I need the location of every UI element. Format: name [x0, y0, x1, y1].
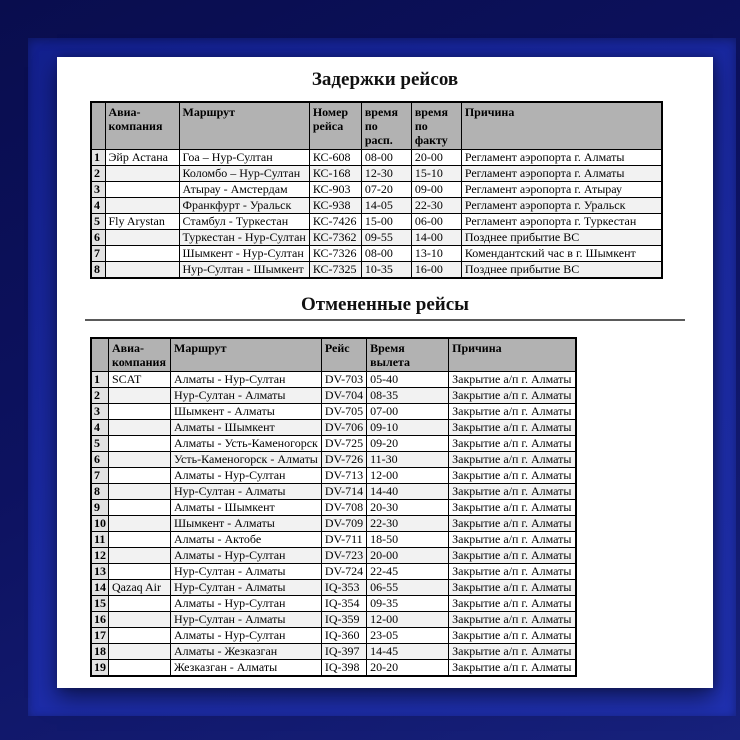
table-cell: 22-30 — [411, 198, 461, 214]
column-header: Рейс — [321, 338, 366, 372]
table-cell: DV-726 — [321, 452, 366, 468]
table-cell: DV-714 — [321, 484, 366, 500]
column-header — [91, 338, 109, 372]
table-cell: Регламент аэропорта г. Атырау — [461, 182, 662, 198]
table-row — [91, 166, 662, 182]
table-cell: Fly Arystan — [105, 214, 179, 230]
table-cell — [109, 388, 171, 404]
table-cell: Регламент аэропорта г. Алматы — [461, 166, 662, 182]
table-cell: Нур-Султан - Алматы — [171, 564, 322, 580]
table-row — [91, 548, 576, 564]
table-cell: КС-7426 — [309, 214, 361, 230]
table-cell: Закрытие а/п г. Алматы — [449, 564, 576, 580]
table-cell — [105, 262, 179, 279]
table-cell: Закрытие а/п г. Алматы — [449, 420, 576, 436]
row-number-cell: 5 — [91, 214, 105, 230]
table-cell: 07-00 — [367, 404, 449, 420]
row-number-cell: 7 — [91, 246, 105, 262]
table-row — [91, 452, 576, 468]
table-cell: IQ-360 — [321, 628, 366, 644]
table-cell: Закрытие а/п г. Алматы — [449, 516, 576, 532]
table-cell: Комендантский час в г. Шымкент — [461, 246, 662, 262]
table-cell: Позднее прибытие ВС — [461, 262, 662, 279]
column-header: Авиа-компания — [105, 102, 179, 150]
table-row — [91, 404, 576, 420]
row-number-cell: 17 — [91, 628, 109, 644]
table-cell: КС-7325 — [309, 262, 361, 279]
row-number-cell: 5 — [91, 436, 109, 452]
table-row — [91, 388, 576, 404]
table-cell: DV-709 — [321, 516, 366, 532]
table-cell: Алматы - Нур-Султан — [171, 468, 322, 484]
table-cell — [105, 198, 179, 214]
table-cell: Закрытие а/п г. Алматы — [449, 436, 576, 452]
cancelled-table — [90, 337, 577, 677]
table-row — [91, 580, 576, 596]
table-cell: Закрытие а/п г. Алматы — [449, 484, 576, 500]
table-cell: Регламент аэропорта г. Алматы — [461, 150, 662, 166]
table-cell — [109, 500, 171, 516]
table-cell: 20-00 — [411, 150, 461, 166]
table-cell: 14-45 — [367, 644, 449, 660]
table-cell: Закрытие а/п г. Алматы — [449, 548, 576, 564]
table-cell: Жезказган - Алматы — [171, 660, 322, 677]
table-cell: 22-45 — [367, 564, 449, 580]
table-cell: Нур-Султан - Алматы — [171, 580, 322, 596]
table-row — [91, 262, 662, 279]
table-cell: 09-00 — [411, 182, 461, 198]
row-number-cell: 1 — [91, 372, 109, 388]
row-number-cell: 19 — [91, 660, 109, 677]
column-header: Авиа-компания — [109, 338, 171, 372]
table-cell: 13-10 — [411, 246, 461, 262]
table-row — [91, 198, 662, 214]
table-row — [91, 182, 662, 198]
table-cell: 23-05 — [367, 628, 449, 644]
table-cell: КС-7326 — [309, 246, 361, 262]
row-number-cell: 2 — [91, 166, 105, 182]
column-header: Время вылета — [367, 338, 449, 372]
table-cell — [105, 230, 179, 246]
table-cell: Эйр Астана — [105, 150, 179, 166]
table-cell: Позднее прибытие ВС — [461, 230, 662, 246]
table-row — [91, 230, 662, 246]
table-row — [91, 564, 576, 580]
table-cell: 09-35 — [367, 596, 449, 612]
document-page — [57, 57, 713, 688]
table-cell: 05-40 — [367, 372, 449, 388]
row-number-cell: 4 — [91, 420, 109, 436]
header-row — [91, 102, 662, 150]
table-cell: Закрытие а/п г. Алматы — [449, 660, 576, 677]
table-cell: Закрытие а/п г. Алматы — [449, 388, 576, 404]
row-number-cell: 6 — [91, 452, 109, 468]
table-cell — [109, 532, 171, 548]
column-header: время по факту — [411, 102, 461, 150]
table-cell: Закрытие а/п г. Алматы — [449, 580, 576, 596]
table-row — [91, 628, 576, 644]
table-cell: Нур-Султан - Алматы — [171, 612, 322, 628]
table-row — [91, 246, 662, 262]
table-cell: КС-168 — [309, 166, 361, 182]
table-cell: Алматы - Нур-Султан — [171, 548, 322, 564]
table-cell: 06-00 — [411, 214, 461, 230]
row-number-cell: 3 — [91, 404, 109, 420]
table-cell: Закрытие а/п г. Алматы — [449, 596, 576, 612]
table-row — [91, 532, 576, 548]
delays-title: Задержки рейсов — [311, 69, 459, 90]
row-number-cell: 4 — [91, 198, 105, 214]
table-cell: Регламент аэропорта г. Уральск — [461, 198, 662, 214]
table-cell: Нур-Султан - Алматы — [171, 484, 322, 500]
table-cell — [109, 452, 171, 468]
row-number-cell: 8 — [91, 262, 105, 279]
table-cell: 10-35 — [361, 262, 411, 279]
table-cell: 07-20 — [361, 182, 411, 198]
table-cell: Усть-Каменогорск - Алматы — [171, 452, 322, 468]
table-cell — [109, 420, 171, 436]
table-cell: IQ-353 — [321, 580, 366, 596]
table-cell: Закрытие а/п г. Алматы — [449, 452, 576, 468]
row-number-cell: 2 — [91, 388, 109, 404]
row-number-cell: 10 — [91, 516, 109, 532]
table-cell: 14-05 — [361, 198, 411, 214]
table-cell: DV-704 — [321, 388, 366, 404]
table-row — [91, 500, 576, 516]
header-row — [91, 338, 576, 372]
table-cell: IQ-359 — [321, 612, 366, 628]
table-row — [91, 420, 576, 436]
table-cell — [109, 660, 171, 677]
table-row — [91, 468, 576, 484]
table-row — [91, 612, 576, 628]
table-cell: Закрытие а/п г. Алматы — [449, 468, 576, 484]
column-header: время по расп. — [361, 102, 411, 150]
table-row — [91, 150, 662, 166]
table-cell — [109, 564, 171, 580]
table-cell: Франкфурт - Уральск — [179, 198, 309, 214]
table-cell: 12-00 — [367, 468, 449, 484]
table-cell: Закрытие а/п г. Алматы — [449, 628, 576, 644]
table-cell: 12-00 — [367, 612, 449, 628]
table-cell: КС-608 — [309, 150, 361, 166]
table-cell: DV-705 — [321, 404, 366, 420]
table-cell — [109, 436, 171, 452]
table-cell — [109, 548, 171, 564]
row-number-cell: 1 — [91, 150, 105, 166]
table-cell: Закрытие а/п г. Алматы — [449, 644, 576, 660]
table-cell — [109, 516, 171, 532]
table-cell: Регламент аэропорта г. Туркестан — [461, 214, 662, 230]
table-cell — [109, 484, 171, 500]
table-cell: 11-30 — [367, 452, 449, 468]
column-header: Причина — [449, 338, 576, 372]
table-cell: DV-708 — [321, 500, 366, 516]
table-cell: Алматы - Шымкент — [171, 420, 322, 436]
table-cell: IQ-397 — [321, 644, 366, 660]
table-cell — [109, 468, 171, 484]
table-cell — [109, 644, 171, 660]
table-cell: Закрытие а/п г. Алматы — [449, 500, 576, 516]
table-cell: Закрытие а/п г. Алматы — [449, 612, 576, 628]
table-cell: DV-703 — [321, 372, 366, 388]
column-header: Маршрут — [179, 102, 309, 150]
row-number-cell: 3 — [91, 182, 105, 198]
table-cell: DV-706 — [321, 420, 366, 436]
table-cell: Алматы - Усть-Каменогорск — [171, 436, 322, 452]
table-cell: Закрытие а/п г. Алматы — [449, 532, 576, 548]
row-number-cell: 12 — [91, 548, 109, 564]
table-row — [91, 596, 576, 612]
table-cell: Закрытие а/п г. Алматы — [449, 372, 576, 388]
table-cell — [109, 612, 171, 628]
table-cell: 14-00 — [411, 230, 461, 246]
table-cell: 08-00 — [361, 150, 411, 166]
table-cell: 14-40 — [367, 484, 449, 500]
table-cell: DV-724 — [321, 564, 366, 580]
table-cell: Гоа – Нур-Султан — [179, 150, 309, 166]
table-cell: Туркестан - Нур-Султан — [179, 230, 309, 246]
table-cell: Алматы - Нур-Султан — [171, 628, 322, 644]
table-cell — [109, 628, 171, 644]
table-cell: КС-903 — [309, 182, 361, 198]
row-number-cell: 13 — [91, 564, 109, 580]
table-cell — [105, 166, 179, 182]
delays-table — [90, 101, 663, 279]
table-cell: 16-00 — [411, 262, 461, 279]
table-cell: DV-713 — [321, 468, 366, 484]
table-cell: Стамбул - Туркестан — [179, 214, 309, 230]
table-cell: 15-00 — [361, 214, 411, 230]
table-row — [91, 372, 576, 388]
table-cell: 09-55 — [361, 230, 411, 246]
table-cell: DV-711 — [321, 532, 366, 548]
table-cell: Нур-Султан - Алматы — [171, 388, 322, 404]
table-cell: 18-50 — [367, 532, 449, 548]
row-number-cell: 7 — [91, 468, 109, 484]
column-header: Номер рейса — [309, 102, 361, 150]
table-cell: 06-55 — [367, 580, 449, 596]
table-cell: 09-20 — [367, 436, 449, 452]
table-cell — [109, 596, 171, 612]
column-header: Маршрут — [171, 338, 322, 372]
table-cell: IQ-354 — [321, 596, 366, 612]
row-number-cell: 8 — [91, 484, 109, 500]
table-cell: Алматы - Нур-Султан — [171, 372, 322, 388]
table-cell: Qazaq Air — [109, 580, 171, 596]
table-row — [91, 436, 576, 452]
column-header: Причина — [461, 102, 662, 150]
table-cell: Коломбо – Нур-Султан — [179, 166, 309, 182]
table-cell: КС-7362 — [309, 230, 361, 246]
table-row — [91, 214, 662, 230]
table-cell: 22-30 — [367, 516, 449, 532]
row-number-cell: 14 — [91, 580, 109, 596]
table-cell: Алматы - Актобе — [171, 532, 322, 548]
table-row — [91, 660, 576, 677]
table-cell: IQ-398 — [321, 660, 366, 677]
row-number-cell: 11 — [91, 532, 109, 548]
table-cell: Шымкент - Алматы — [171, 516, 322, 532]
table-cell: КС-938 — [309, 198, 361, 214]
table-row — [91, 644, 576, 660]
row-number-cell: 15 — [91, 596, 109, 612]
table-cell: Шымкент - Нур-Султан — [179, 246, 309, 262]
table-cell: Алматы - Нур-Султан — [171, 596, 322, 612]
table-cell: 08-00 — [361, 246, 411, 262]
table-cell — [105, 246, 179, 262]
table-cell: Алматы - Шымкент — [171, 500, 322, 516]
table-cell: SCAT — [109, 372, 171, 388]
table-cell: DV-725 — [321, 436, 366, 452]
table-cell: 15-10 — [411, 166, 461, 182]
table-cell: 12-30 — [361, 166, 411, 182]
table-cell — [109, 404, 171, 420]
row-number-cell: 9 — [91, 500, 109, 516]
table-cell: Алматы - Жезказган — [171, 644, 322, 660]
table-row — [91, 516, 576, 532]
row-number-cell: 6 — [91, 230, 105, 246]
column-header — [91, 102, 105, 150]
table-cell: DV-723 — [321, 548, 366, 564]
row-number-cell: 16 — [91, 612, 109, 628]
cancelled-title: Отмененные рейсы — [85, 294, 685, 321]
table-cell: Закрытие а/п г. Алматы — [449, 404, 576, 420]
table-cell: 09-10 — [367, 420, 449, 436]
row-number-cell: 18 — [91, 644, 109, 660]
table-cell: 20-20 — [367, 660, 449, 677]
table-cell: Шымкент - Алматы — [171, 404, 322, 420]
table-cell: 20-30 — [367, 500, 449, 516]
table-cell: 08-35 — [367, 388, 449, 404]
table-cell: 20-00 — [367, 548, 449, 564]
table-cell: Нур-Султан - Шымкент — [179, 262, 309, 279]
table-cell: Атырау - Амстердам — [179, 182, 309, 198]
table-cell — [105, 182, 179, 198]
table-row — [91, 484, 576, 500]
